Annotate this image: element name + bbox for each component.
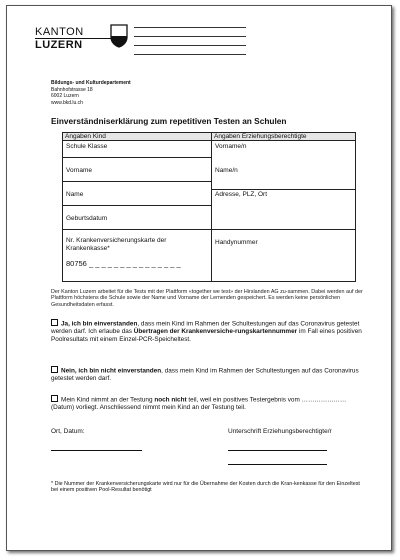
logo-text-line1: KANTON (35, 26, 84, 38)
field-child-firstname[interactable]: Vorname (66, 167, 93, 174)
place-date-line[interactable] (51, 450, 142, 451)
field-mobile[interactable]: Handynummer (215, 239, 258, 246)
intro-paragraph: Der Kanton Luzern arbeitet für die Tests mit der Plattform «together we test» der Hirslanden AG zu-sammen. Dabei werden auf der Plattform höchstens die Schule sowie der Name und Vorname der Lernenden gespeichert. Es werden keine persönlichen Gesundheitsdaten erfasst. (51, 289, 363, 308)
city: 6002 Luzern (51, 93, 79, 100)
field-insurance-card-number[interactable]: 80756 _ _ _ _ _ _ _ _ _ _ _ _ _ _ _ (66, 259, 181, 268)
field-insurance-card-label: Nr. Krankenversicherungskarte der Krankenkasse* (66, 237, 167, 252)
checkbox-icon[interactable] (51, 395, 58, 402)
field-birthdate[interactable]: Geburtsdatum (66, 215, 108, 222)
field-child-lastname[interactable]: Name (66, 191, 84, 198)
signature-line[interactable] (228, 450, 327, 451)
logo-text-line2: LUZERN (35, 39, 83, 51)
checkbox-icon[interactable] (51, 366, 58, 373)
signature-line[interactable] (228, 464, 327, 465)
signature-label: Unterschrift Erziehungsberechtigte/r (228, 428, 332, 435)
column-divider (211, 133, 212, 281)
consent-form-table (62, 132, 356, 282)
place-date-label: Ort, Datum: (51, 428, 85, 435)
footnote: * Die Nummer der Krankenversicherungskarte wird nur für die Übernahme der Kosten durch die Kran-kenkasse für den Einzeltest bei einem positiven Pool-Resultat benötigt (51, 481, 360, 494)
option-consent-yes[interactable]: Ja, ich bin einverstanden, dass mein Kind im Rahmen der Schultestungen auf das Coronavirus getestet werden darf. Ich erlaube das Übertragen der Krankenversiche-rungskartennummer im Fall eines positiven Poolresultats mit einem Einzel-PCR-Speicheltest. (51, 320, 362, 343)
option-consent-no[interactable]: Nein, ich bin nicht einverstanden, dass mein Kind im Rahmen der Schultestungen auf das Coronavirus getestet werden darf. (51, 367, 359, 383)
field-guardian-lastname[interactable]: Name/n (215, 167, 238, 174)
checkbox-icon[interactable] (51, 319, 58, 326)
field-address[interactable]: Adresse, PLZ, Ort (215, 191, 268, 198)
document-title: Einverständniserklärung zum repetitiven Testen an Schulen (51, 116, 287, 126)
guardian-header: Angaben Erziehungsberechtigte (212, 133, 355, 141)
sender-address (51, 80, 131, 106)
website: www.bkd.lu.ch (51, 99, 83, 106)
field-guardian-firstname[interactable]: Vorname/n (215, 143, 247, 150)
department-name: Bildungs- und Kulturdepartement (51, 80, 131, 86)
canton-crest-icon (110, 24, 128, 48)
header-rule (134, 54, 246, 55)
document-page (6, 5, 392, 551)
header-rule (134, 27, 246, 28)
header-rule (134, 45, 246, 46)
header-rule (134, 36, 246, 37)
option-not-yet[interactable]: Mein Kind nimmt an der Testung noch nicht teil, weil ein positives Testergebnis vom ………………… (Datum) vorliegt. Anschliessend nimmt mein Kind an der Testung teil. (51, 396, 347, 412)
field-school-class[interactable]: Schule Klasse (66, 143, 108, 150)
child-header: Angaben Kind (63, 133, 211, 141)
street: Bahnhofstrasse 18 (51, 86, 93, 93)
